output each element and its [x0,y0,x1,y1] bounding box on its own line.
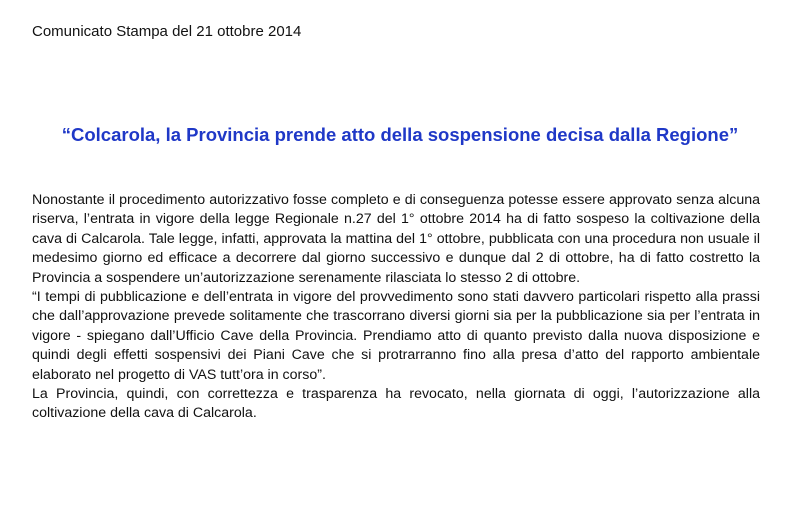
paragraph-quote: “I tempi di pubblicazione e dell’entrata in vigore del provvedimento sono stati davvero particolari rispetto alla prassi che dall’approvazione prevede solitamente che trascorrano diversi giorni sia per la pubblicazione sia per l’entrata in vigore - spiegano dall’Ufficio Cave della Provincia. Prendiamo atto di quanto previsto dalla nuova disposizione e quindi degli effetti sospensivi dei Piani Cave che si protrarranno fino alla presa d’atto del rapporto ambientale elaborato nel progetto di VAS tutt’ora in corso”. [32,289,760,383]
paragraph-intro: Nonostante il procedimento autorizzativo fosse completo e di conseguenza potesse essere approvato senza alcuna riserva, l’entrata in vigore della legge Regionale n.27 del 1° ottobre 2014 ha di fatto sospeso la coltivazione della cava di Calcarola. Tale legge, infatti, approvata la mattina del 1° ottobre, pubblicata con una procedura non usuale il medesimo giorno ed efficace a decorrere dal giorno successivo e dunque dal 2 di ottobre, ha di fatto costretto la Provincia a sospendere un’autorizzazione serenamente rilasciata lo stesso 2 di ottobre. [32,192,760,286]
body-text [32,191,760,424]
headline: “Colcarola, la Provincia prende atto della sospensione decisa dalla Regione” [61,124,739,145]
paragraph-conclusion: La Provincia, quindi, con correttezza e trasparenza ha revocato, nella giornata di oggi, l’autorizzazione alla coltivazione della cava di Calcarola. [32,386,760,422]
dateline: Comunicato Stampa del 21 ottobre 2014 [32,23,302,40]
